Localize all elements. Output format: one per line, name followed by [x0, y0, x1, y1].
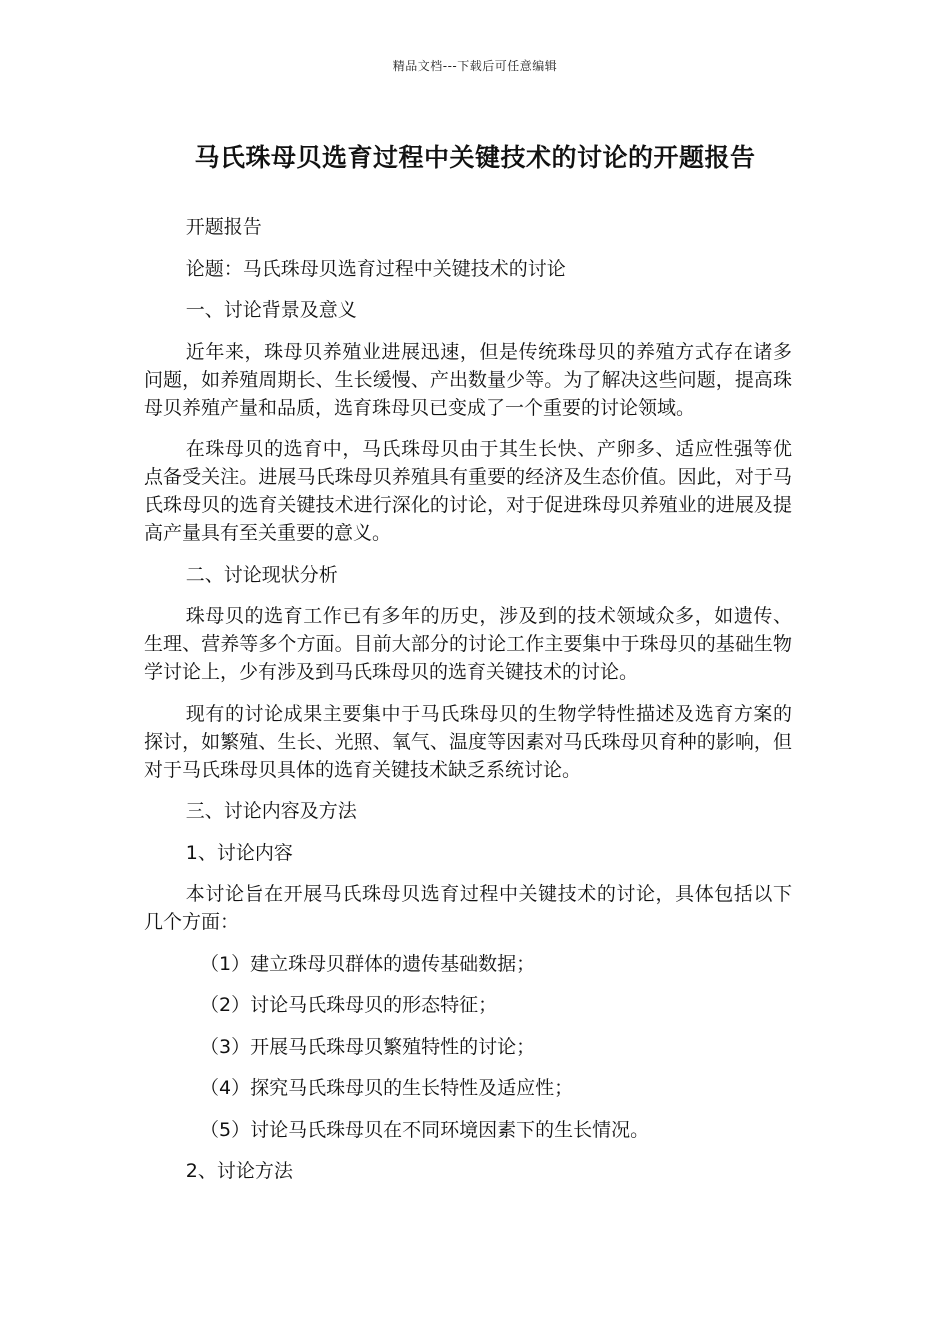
paragraph-content-intro: 本讨论旨在开展马氏珠母贝选育过程中关键技术的讨论，具体包括以下几个方面： [144, 883, 792, 933]
list-item: （3）开展马氏珠母贝繁殖特性的讨论； [200, 1035, 536, 1058]
paragraph-background-1: 近年来，珠母贝养殖业进展迅速，但是传统珠母贝的养殖方式存在诸多问题，如养殖周期长、生长缓慢、产出数量少等。为了解决这些问题，提高珠母贝养殖产量和品质，选育珠母贝已变成了一个重要的讨论领域。 [144, 340, 792, 419]
paragraph-status-1: 珠母贝的选育工作已有多年的历史，涉及到的技术领域众多，如遗传、生理、营养等多个方面。目前大部分的讨论工作主要集中于珠母贝的基础生物学讨论上，少有涉及到马氏珠母贝的选育关键技术的讨论。 [144, 605, 792, 683]
document-title: 马氏珠母贝选育过程中关键技术的讨论的开题报告 [194, 143, 756, 172]
section-heading-background: 一、讨论背景及意义 [185, 299, 357, 321]
section-heading-content-methods: 三、讨论内容及方法 [185, 800, 357, 822]
paragraph-topic: 论题：马氏珠母贝选育过程中关键技术的讨论 [185, 257, 566, 280]
list-item: （4）探究马氏珠母贝的生长特性及适应性； [200, 1077, 574, 1099]
subheading-methods: 2、讨论方法 [185, 1160, 293, 1182]
list-item: （5）讨论马氏珠母贝在不同环境因素下的生长情况。 [200, 1118, 650, 1141]
list-item: （1）建立珠母贝群体的遗传基础数据； [200, 952, 536, 975]
list-item: （2）讨论马氏珠母贝的形态特征； [200, 994, 498, 1016]
paragraph-background-2: 在珠母贝的选育中，马氏珠母贝由于其生长快、产卵多、适应性强等优点备受关注。进展马氏珠母贝养殖具有重要的经济及生态价值。因此，对于马氏珠母贝的选育关键技术进行深化的讨论，对于促进珠母贝养殖业的进展及提高产量具有至关重要的意义。 [144, 438, 792, 544]
document-body [144, 213, 792, 1199]
paragraph-status-2: 现有的讨论成果主要集中于马氏珠母贝的生物学特性描述及选育方案的探讨，如繁殖、生长、光照、氧气、温度等因素对马氏珠母贝育种的影响，但对于马氏珠母贝具体的选育关键技术缺乏系统讨论。 [144, 702, 792, 781]
paragraph-report-label: 开题报告 [185, 216, 262, 238]
header-note: 精品文档---下载后可任意编辑 [392, 59, 558, 73]
section-heading-status: 二、讨论现状分析 [185, 563, 338, 586]
subheading-content: 1、讨论内容 [185, 841, 293, 864]
